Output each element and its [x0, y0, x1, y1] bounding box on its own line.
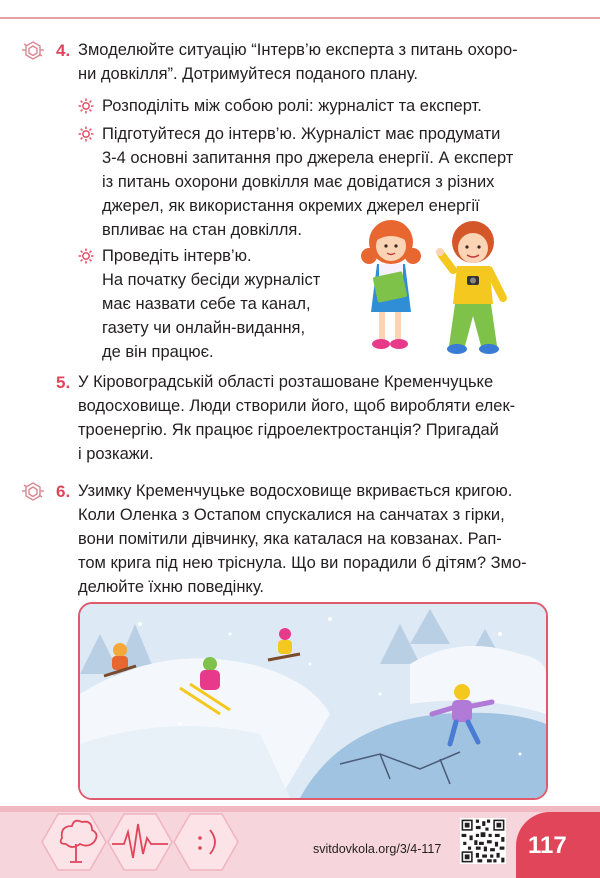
task-number: 4. [56, 41, 71, 60]
tree-icon [42, 814, 106, 870]
bullet-line: має назвати себе та канал, [102, 295, 311, 313]
footer-hex-icons [0, 808, 250, 878]
group-work-icon [20, 481, 46, 503]
heartbeat-icon [108, 814, 172, 870]
sun-bullet-icon [78, 98, 94, 114]
task-line: Коли Оленка з Остапом спускалися на санчатах з гірки, [78, 506, 505, 524]
bullet-text [102, 94, 548, 118]
bullet-text [102, 244, 362, 364]
bullet-line: де він працює. [102, 343, 214, 361]
task-text [78, 479, 548, 599]
bullet-line: 3-4 основні запитання про джерела енергії. А експерт [102, 149, 514, 167]
task-number: 6. [56, 482, 71, 501]
task-line: Змоделюйте ситуацію “Інтерв’ю експерта з питань охоро- [78, 41, 518, 59]
website-url[interactable]: svitdovkola.org/3/4-117 [313, 842, 442, 856]
bullet-line: Підготуйтеся до інтерв’ю. Журналіст має продумати [102, 125, 501, 143]
boy-expert-figure [436, 221, 503, 354]
winter-scene-drawing [80, 604, 546, 798]
bullet-line: впливає на стан довкілля. [102, 221, 302, 239]
task-line: і розкажи. [78, 445, 154, 463]
smile-icon [174, 814, 238, 870]
sun-bullet-icon [78, 248, 94, 264]
qr-code[interactable] [460, 818, 506, 864]
task-line: троенергію. Як працює гідроелектростанція? Пригадай [78, 421, 499, 439]
group-work-icon [20, 40, 46, 62]
task-text [78, 38, 548, 86]
task-text [78, 370, 548, 466]
bullet-line: Проведіть інтерв’ю. [102, 247, 252, 265]
girl-reporter-figure [361, 220, 421, 349]
task-number: 5. [56, 373, 71, 392]
bullet-line: На початку бесіди журналіст [102, 271, 321, 289]
task-line: делюйте їхню поведінку. [78, 578, 265, 596]
bullet-line: газету чи онлайн-видання, [102, 319, 306, 337]
task-line: ни довкілля”. Дотримуйтеся поданого плану. [78, 65, 418, 83]
kids-interview-illustration [355, 212, 525, 362]
top-divider [0, 17, 600, 19]
task-line: Узимку Кременчуцьке водосховище вкривається кригою. [78, 482, 513, 500]
bullet-line: Розподіліть між собою ролі: журналіст та експерт. [102, 97, 482, 115]
winter-scene-illustration [78, 602, 548, 800]
bullet-line: із питань охорони довкілля має довідатися з різних [102, 173, 495, 191]
task-line: У Кіровоградській області розташоване Кременчуцьке [78, 373, 494, 391]
task-line: том крига під нею тріснула. Що ви порадили б дітям? Змо- [78, 554, 527, 572]
page-number: 117 [528, 832, 567, 859]
bullet-line: джерел, як використання окремих джерел енергії [102, 197, 480, 215]
task-line: вони помітили дівчинку, яка каталася на ковзанах. Рап- [78, 530, 502, 548]
task-line: водосховище. Люди створили його, щоб виробляти елек- [78, 397, 516, 415]
sun-bullet-icon [78, 126, 94, 142]
